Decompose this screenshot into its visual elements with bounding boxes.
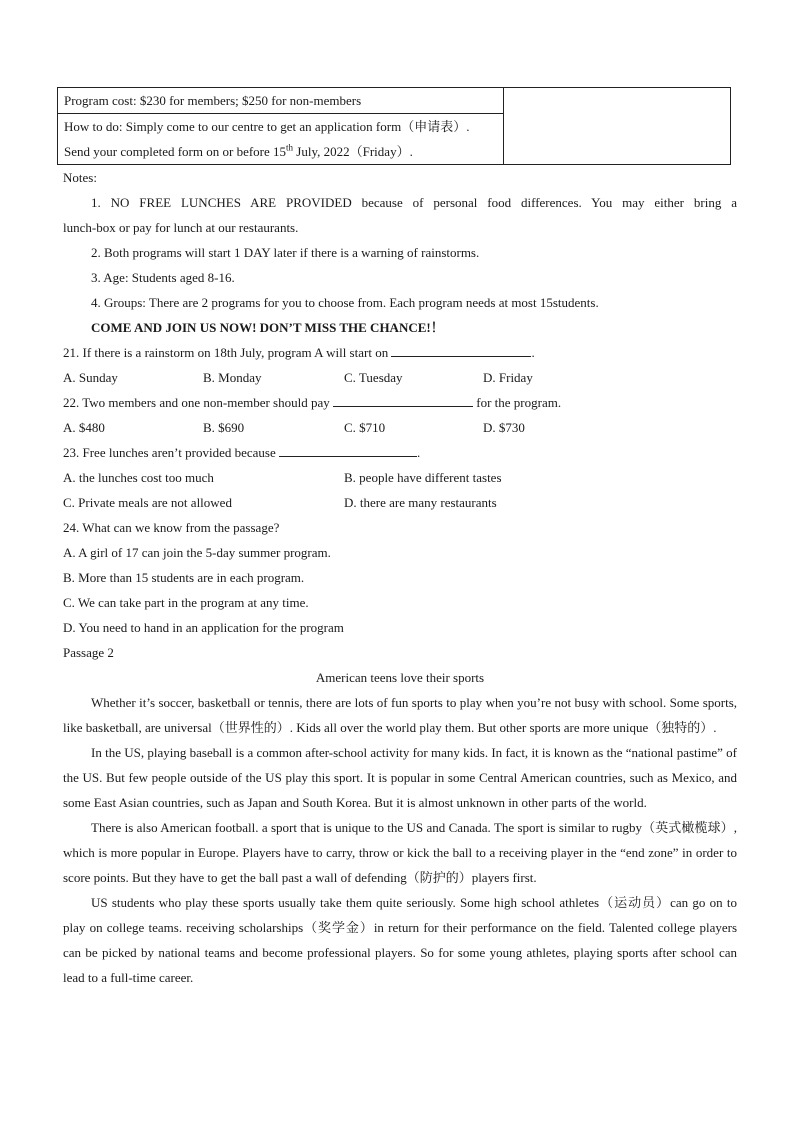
note-1-line-1: 1. NO FREE LUNCHES ARE PROVIDED because of personal food differences. You may either bring a	[91, 195, 737, 210]
answer-blank	[333, 392, 473, 407]
option-b: B. More than 15 students are in each program.	[63, 570, 305, 585]
option-c: C. Private meals are not allowed	[63, 495, 232, 510]
note-3: 3. Age: Students aged 8-16.	[91, 270, 235, 285]
program-info-table	[57, 87, 731, 165]
how-to-do-line-2	[64, 139, 497, 164]
passage-title: American teens love their sports	[315, 670, 485, 685]
options-row	[63, 415, 737, 440]
answer-blank	[279, 442, 417, 457]
stem-text: 21. If there is a rainstorm on 18th July, program A will start on	[63, 345, 392, 360]
paragraph: There is also American football. a sport that is unique to the US and Canada. The sport is similar to rugby（英式橄榄球）, which is more popular in Europe. Players have to carry, throw or kick the ball to a receiving player in the “end zone” in order to score points. But they have to get the ball past a wall of defending（防护的）players first.	[63, 820, 737, 885]
passage-label: Passage 2	[63, 645, 114, 660]
paragraph: US students who play these sports usually take them quite seriously. Some high school athletes（运动员）can go on to play on college teams. receiving scholarships（奖学金）in return for their performance on the field. Talented college players can be picked by national teams and become professional players. So for some young athletes, playing sports after school can lead to a full-time career.	[63, 895, 737, 985]
deadline-date: July, 2022（Friday）.	[293, 144, 413, 159]
stem-end: .	[417, 445, 421, 460]
option-a: A. $480	[63, 420, 105, 435]
question-22	[63, 390, 737, 440]
question-stem: 24. What can we know from the passage?	[63, 520, 280, 535]
note-4: 4. Groups: There are 2 programs for you to choose from. Each program needs at most 15students.	[91, 295, 599, 310]
option-b: B. Monday	[203, 370, 262, 385]
option-d: D. $730	[483, 420, 525, 435]
slogan	[63, 315, 737, 340]
option-c: C. $710	[344, 420, 386, 435]
stem-end: for the program.	[473, 395, 562, 410]
stem-text: 23. Free lunches aren’t provided because	[63, 445, 279, 460]
answer-blank	[391, 342, 531, 357]
program-cost: Program cost: $230 for members; $250 for non-members	[64, 93, 362, 108]
option-d: D. there are many restaurants	[344, 495, 497, 510]
slogan-text: COME AND JOIN US NOW! DON’T MISS THE CHANCE!	[91, 320, 431, 335]
how-to-do-cell	[58, 114, 504, 165]
question-stem	[63, 440, 737, 465]
paragraph: Whether it’s soccer, basketball or tennis, there are lots of fun sports to play when you’re not busy with school. Some sports, like basketball, are universal（世界性的）. Kids all over the world play them. But other sports are more unique（独特的）.	[63, 695, 737, 735]
program-cost-cell	[58, 88, 504, 114]
option-d: D. You need to hand in an application for the program	[63, 620, 344, 635]
paragraph: In the US, playing baseball is a common after-school activity for many kids. In fact, it is known as the “national pastime” of the US. But few people outside of the US play this sport. It is popular in some Central American countries, such as Mexico, and some East Asian countries, such as Japan and South Korea. But it is almost unknown in other parts of the world.	[63, 745, 737, 810]
how-to-do-line-1: How to do: Simply come to our centre to get an application form（申请表）.	[64, 119, 470, 134]
stem-end: .	[531, 345, 535, 360]
note-1-line-2: lunch-box or pay for lunch at our restaurants.	[63, 220, 299, 235]
option-c: C. Tuesday	[344, 370, 403, 385]
question-23	[63, 440, 737, 515]
option-b: B. people have different tastes	[344, 470, 502, 485]
option-b: B. $690	[203, 420, 245, 435]
document-page	[63, 87, 737, 990]
stem-text: 22. Two members and one non-member should pay	[63, 395, 333, 410]
deadline-ordinal: th	[286, 142, 294, 153]
option-c: C. We can take part in the program at any time.	[63, 595, 309, 610]
options-row	[63, 465, 737, 490]
option-a: A. Sunday	[63, 370, 118, 385]
slogan-mark: ！	[430, 320, 444, 335]
notes-section	[63, 165, 737, 340]
empty-cell	[504, 88, 731, 165]
options-row	[63, 365, 737, 390]
option-d: D. Friday	[483, 370, 533, 385]
deadline-text: Send your completed form on or before 15	[64, 144, 287, 159]
note-2: 2. Both programs will start 1 DAY later if there is a warning of rainstorms.	[91, 245, 480, 260]
option-a: A. the lunches cost too much	[63, 470, 214, 485]
question-24	[63, 515, 737, 640]
question-stem	[63, 340, 737, 365]
question-stem	[63, 390, 737, 415]
passage-2	[63, 640, 737, 990]
options-row	[63, 490, 737, 515]
option-a: A. A girl of 17 can join the 5-day summer program.	[63, 545, 331, 560]
question-21	[63, 340, 737, 390]
notes-heading: Notes:	[63, 170, 97, 185]
